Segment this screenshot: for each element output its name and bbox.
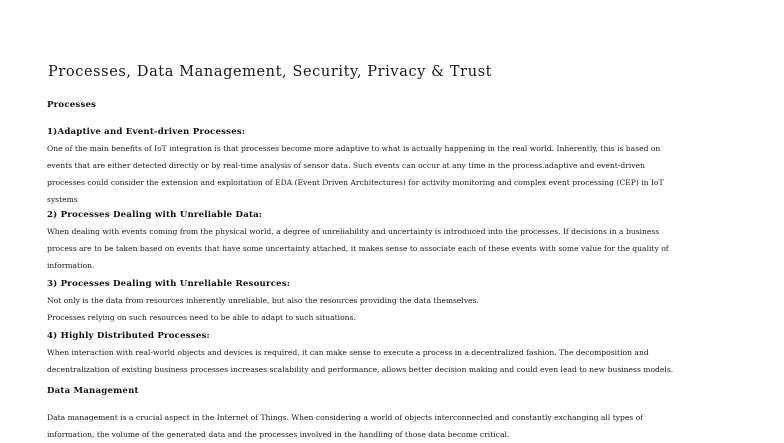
item1-heading: 1)Adaptive and Event-driven Processes: <box>47 127 246 137</box>
item1-line: processes could consider the extension and exploitation of EDA (Event Driven Architectures) for activity monitoring and complex event processing (CEP) in IoT <box>47 178 664 187</box>
item4-line: decentralization of existing business processes increases scalability and performance, allows better decision making and could even lead to new business models. <box>47 365 674 374</box>
item2-line: When dealing with events coming from the physical world, a degree of unreliability and uncertainty is introduced into the processes. If decisions in a business <box>47 227 660 236</box>
item1-line: One of the main benefits of IoT integration is that processes become more adaptive to what is actually happening in the real world. Inherently, this is based on <box>47 144 661 153</box>
item3-paragraph <box>47 292 737 326</box>
item4-paragraph <box>47 344 737 378</box>
item2-paragraph <box>47 223 737 274</box>
item2-line: information. <box>47 261 95 270</box>
item4-line: When interaction with real-world objects and devices is required, it can make sense to execute a process in a decentralized fashion. The decomposition and <box>47 348 649 357</box>
item1-paragraph <box>47 140 737 208</box>
item1-line: events that are either detected directly or by real-time analysis of sensor data. Such events can occur at any time in the process.adaptive and event-driven <box>47 161 645 170</box>
data-line: Data management is a crucial aspect in the Internet of Things. When considering a world of objects interconnected and constantly exchanging all types of <box>47 413 644 422</box>
item3-line: Not only is the data from resources inherently unreliable, but also the resources providing the data themselves. <box>47 296 479 305</box>
item3-heading: 3) Processes Dealing with Unreliable Resources: <box>47 279 291 289</box>
item2-heading: 2) Processes Dealing with Unreliable Data: <box>47 210 263 220</box>
data-management-paragraph <box>47 409 737 443</box>
section-heading-processes: Processes <box>47 100 97 110</box>
slide-body <box>47 98 737 443</box>
slide-title: Processes, Data Management, Security, Privacy & Trust <box>48 64 493 80</box>
data-line: information, the volume of the generated data and the processes involved in the handling of those data become critical. <box>47 430 510 439</box>
section-heading-data-management: Data Management <box>47 386 139 396</box>
item2-line: process are to be taken based on events that have some uncertainty attached, it makes sense to associate each of these events with some value for the quality of <box>47 244 669 253</box>
item3-line: Processes relying on such resources need to be able to adapt to such situations. <box>47 313 356 322</box>
item4-heading: 4) Highly Distributed Processes: <box>47 331 210 341</box>
item1-line: systems <box>47 195 78 204</box>
